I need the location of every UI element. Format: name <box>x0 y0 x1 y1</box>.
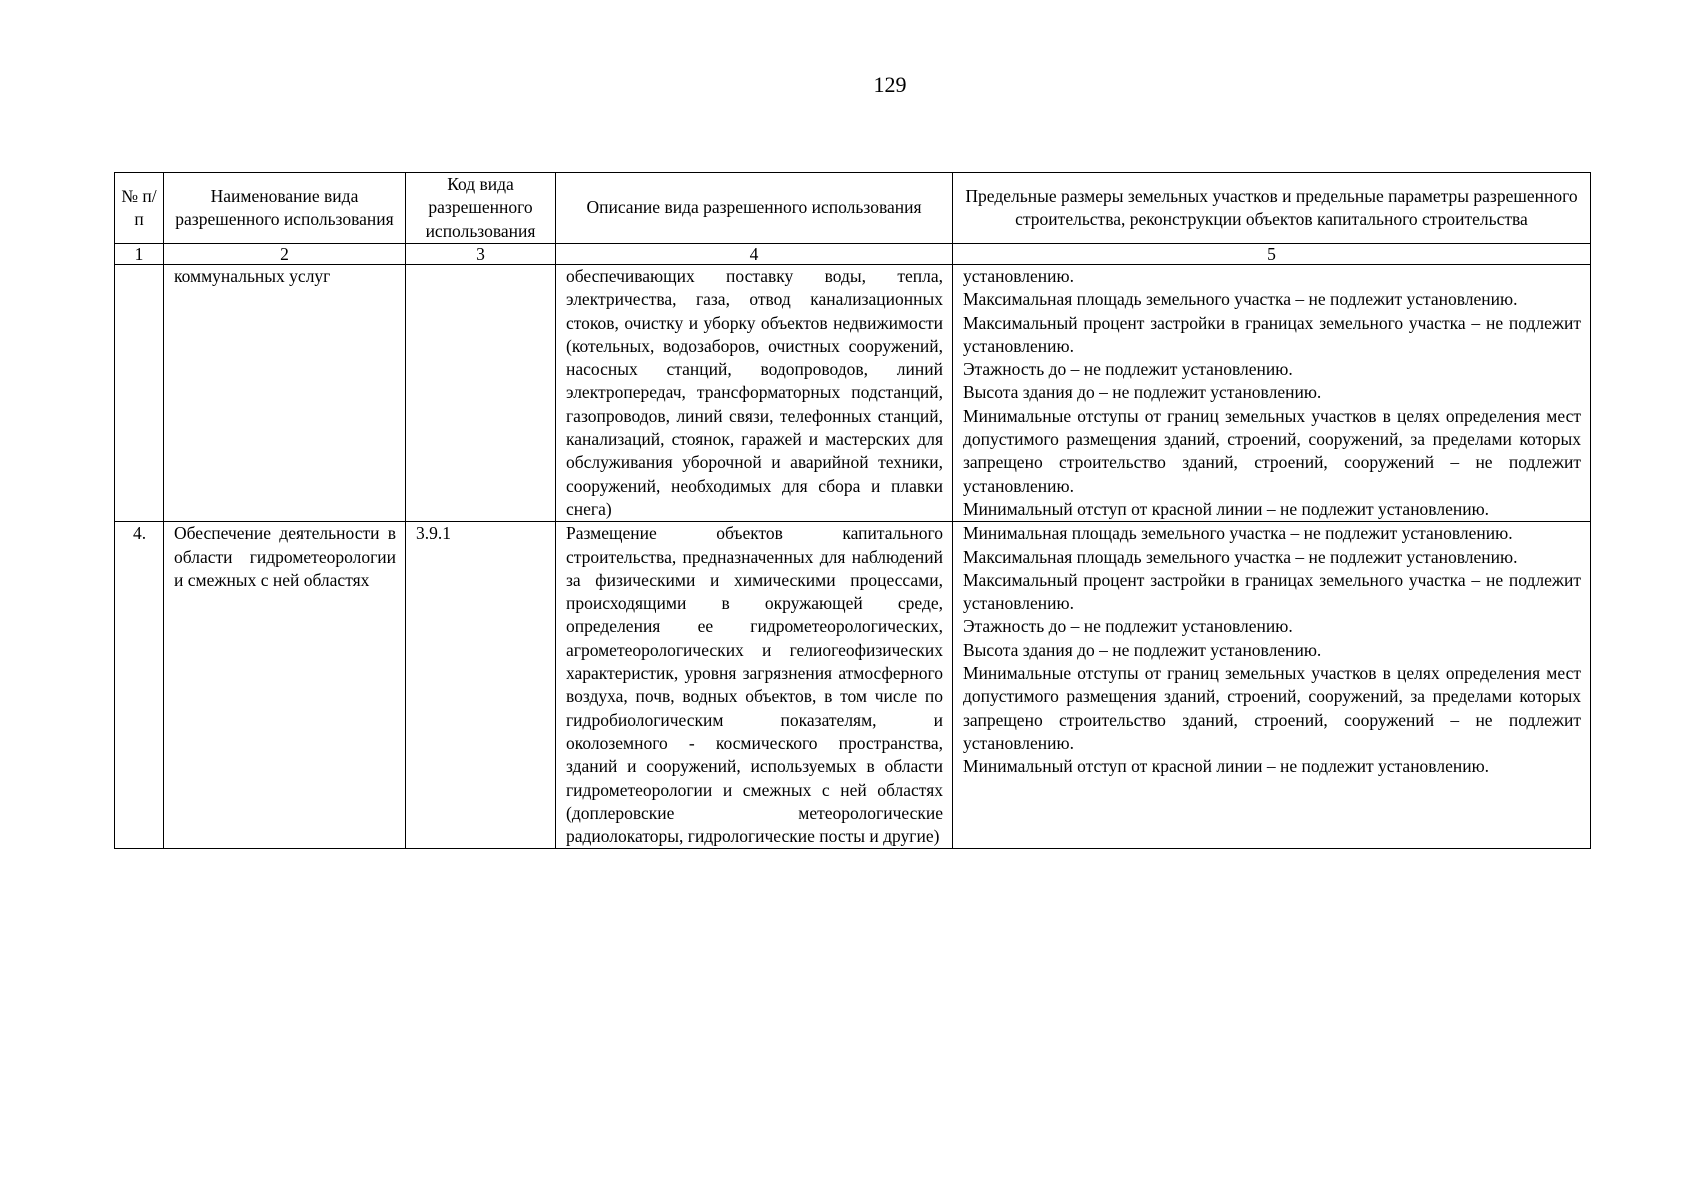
column-number: 1 <box>115 244 164 265</box>
use-code <box>406 265 556 522</box>
header-number: № п/п <box>115 173 164 244</box>
table-row <box>115 265 1591 522</box>
header-parameters: Предельные размеры земельных участков и предельные параметры разрешенного строительства, реконструкции объектов капитального строительства <box>953 173 1591 244</box>
parameter-line: установлению. <box>963 266 1074 286</box>
header-use-description: Описание вида разрешенного использования <box>556 173 953 244</box>
use-parameters <box>953 265 1591 522</box>
parameter-line: Максимальная площадь земельного участка – не подлежит установлению. <box>963 546 1518 567</box>
table-row <box>115 522 1591 849</box>
parameter-line: Минимальная площадь земельного участка – не подлежит установлению. <box>963 523 1513 544</box>
land-use-table <box>114 172 1591 849</box>
column-number: 4 <box>556 244 953 265</box>
parameter-line: Высота здания до – не подлежит установлению. <box>963 382 1322 403</box>
use-description: обеспечивающих поставку воды, тепла, электричества, газа, отвод канализационных стоков, очистку и уборку объектов недвижимости (котельных, водозаборов, очистных сооружений, насосных станций, водопроводов, линий электропередач, трансформаторных подстанций, газопроводов, линий связи, телефонных станций, канализаций, стоянок, гаражей и мастерских для обслуживания уборочной и аварийной техники, сооружений, необходимых для сбора и плавки снега) <box>556 265 953 522</box>
use-name: коммунальных услуг <box>164 265 406 522</box>
parameter-line: Минимальные отступы от границ земельных участков в целях определения мест допустимого размещения зданий, строений, сооружений, за пределами которых запрещено строительство зданий, строений, сооружений – не подлежит установлению. <box>963 405 1581 496</box>
parameter-line: Минимальный отступ от красной линии – не подлежит установлению. <box>963 756 1490 777</box>
column-number: 2 <box>164 244 406 265</box>
parameter-line: Этажность до – не подлежит установлению. <box>963 359 1293 380</box>
row-number: 4. <box>115 522 164 849</box>
use-parameters <box>953 522 1591 849</box>
use-description: Размещение объектов капитального строительства, предназначенных для наблюдений за физическими и химическими процессами, происходящими в окружающей среде, определения ее гидрометеорологических, агрометеорологических и гелиогеофизических характеристик, уровня загрязнения атмосферного воздуха, почв, водных объектов, в том числе по гидробиологическим показателям, и околоземного - космического пространства, зданий и сооружений, используемых в области гидрометеорологии и смежных с ней областях (доплеровские метеорологические радиолокаторы, гидрологические посты и другие) <box>556 522 953 849</box>
header-use-code: Код вида разрешенного использования <box>406 173 556 244</box>
parameter-line: Максимальный процент застройки в границах земельного участка – не подлежит установлению. <box>963 312 1581 356</box>
column-number: 3 <box>406 244 556 265</box>
parameter-line: Минимальный отступ от красной линии – не подлежит установлению. <box>963 498 1490 519</box>
header-row <box>115 173 1591 244</box>
parameter-line: Максимальная площадь земельного участка – не подлежит установлению. <box>963 289 1518 310</box>
use-name: Обеспечение деятельности в области гидрометеорологии и смежных с ней областях <box>164 522 406 849</box>
header-use-name: Наименование вида разрешенного использования <box>164 173 406 244</box>
page-number: 129 <box>873 72 907 97</box>
row-number <box>115 265 164 522</box>
column-number: 5 <box>953 244 1591 265</box>
use-code: 3.9.1 <box>406 522 556 849</box>
parameter-line: Этажность до – не подлежит установлению. <box>963 616 1293 637</box>
parameter-line: Минимальные отступы от границ земельных участков в целях определения мест допустимого размещения зданий, строений, сооружений, за пределами которых запрещено строительство зданий, строений, сооружений – не подлежит установлению. <box>963 663 1581 753</box>
column-number-row <box>115 244 1591 265</box>
parameter-line: Максимальный процент застройки в границах земельного участка – не подлежит установлению. <box>963 569 1581 614</box>
parameter-line: Высота здания до – не подлежит установлению. <box>963 639 1322 660</box>
